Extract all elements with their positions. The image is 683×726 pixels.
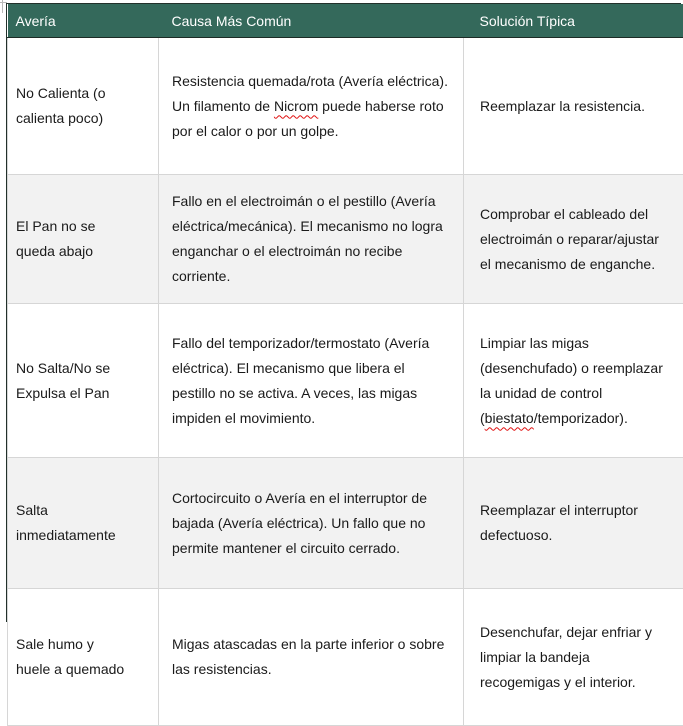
- cell-text: Sale humo y: [16, 636, 94, 652]
- averia-cell[interactable]: [8, 304, 159, 458]
- table-row: [8, 458, 683, 589]
- cell-text: No Salta/No se: [16, 359, 111, 376]
- solucion-cell[interactable]: [464, 304, 683, 458]
- cell-text: Reemplazar la resistencia.: [480, 97, 645, 114]
- cell-text: calienta poco): [16, 110, 104, 126]
- cell-text: Comprobar el cableado del electroimán o reparar/ajustar el mecanismo de enganche.: [480, 205, 659, 272]
- causa-cell[interactable]: [159, 175, 464, 304]
- header-cell-averia[interactable]: Avería: [8, 4, 159, 38]
- cell-text: /temporizador).: [533, 409, 628, 426]
- cell-text: Reemplazar el interruptor defectuoso.: [480, 502, 638, 543]
- misspelled-word: biestato: [484, 409, 534, 426]
- table-row: [8, 304, 683, 458]
- solucion-cell[interactable]: [464, 38, 683, 175]
- cell-text: queda abajo: [16, 243, 94, 259]
- misspelled-word: Nicrom: [273, 97, 319, 114]
- cell-text: Desenchufar, dejar enfriar y limpiar la bandeja recogemigas y el interior.: [480, 623, 652, 690]
- causa-cell[interactable]: [159, 458, 464, 589]
- header-cell-solucion[interactable]: Solución Típica: [464, 4, 683, 38]
- solucion-cell[interactable]: [464, 458, 683, 589]
- cell-text: Resistencia quemada/rota (Avería eléctrica). Un filamento de: [172, 72, 448, 114]
- cell-text: Cortocircuito o Avería en el interruptor de bajada (Avería eléctrica). Un fallo que no permite mantener el circuito cerrado.: [172, 489, 427, 556]
- causa-cell[interactable]: [159, 38, 464, 175]
- cell-text: El Pan no se: [16, 218, 96, 234]
- averia-cell[interactable]: [8, 589, 159, 726]
- cell-text: Expulsa el Pan: [16, 384, 110, 401]
- header-row: [8, 4, 683, 38]
- cell-text: Limpiar las migas (desenchufado) o reemplazar la unidad de control (: [480, 334, 663, 426]
- cell-text: Fallo en el electroimán o el pestillo (Avería eléctrica/mecánica). El mecanismo no logra enganchar o el electroimán no recibe corriente.: [172, 193, 443, 284]
- averia-cell[interactable]: [8, 175, 159, 304]
- cell-text: puede haberse roto por el calor o por un golpe.: [172, 97, 444, 139]
- table-row: [8, 175, 683, 304]
- troubleshooting-table-container: [6, 3, 681, 690]
- cell-text: huele a quemado: [16, 661, 125, 677]
- cell-text: Fallo del temporizador/termostato (Avería eléctrica). El mecanismo que libera el pestillo no se activa. A veces, las migas impiden el movimiento.: [172, 334, 430, 426]
- cell-text: Salta: [16, 502, 48, 518]
- averia-cell[interactable]: [8, 458, 159, 589]
- cell-text: inmediatamente: [16, 527, 116, 543]
- table-row: [8, 589, 683, 726]
- cell-text: Migas atascadas en la parte inferior o sobre las resistencias.: [172, 636, 445, 677]
- table-row: [8, 38, 683, 175]
- cell-text: No Calienta (o: [16, 85, 106, 101]
- averia-cell[interactable]: [8, 38, 159, 175]
- troubleshooting-table: [7, 4, 683, 726]
- causa-cell[interactable]: [159, 304, 464, 458]
- solucion-cell[interactable]: [464, 175, 683, 304]
- causa-cell[interactable]: [159, 589, 464, 726]
- solucion-cell[interactable]: [464, 589, 683, 726]
- header-cell-causa[interactable]: Causa Más Común: [159, 4, 464, 38]
